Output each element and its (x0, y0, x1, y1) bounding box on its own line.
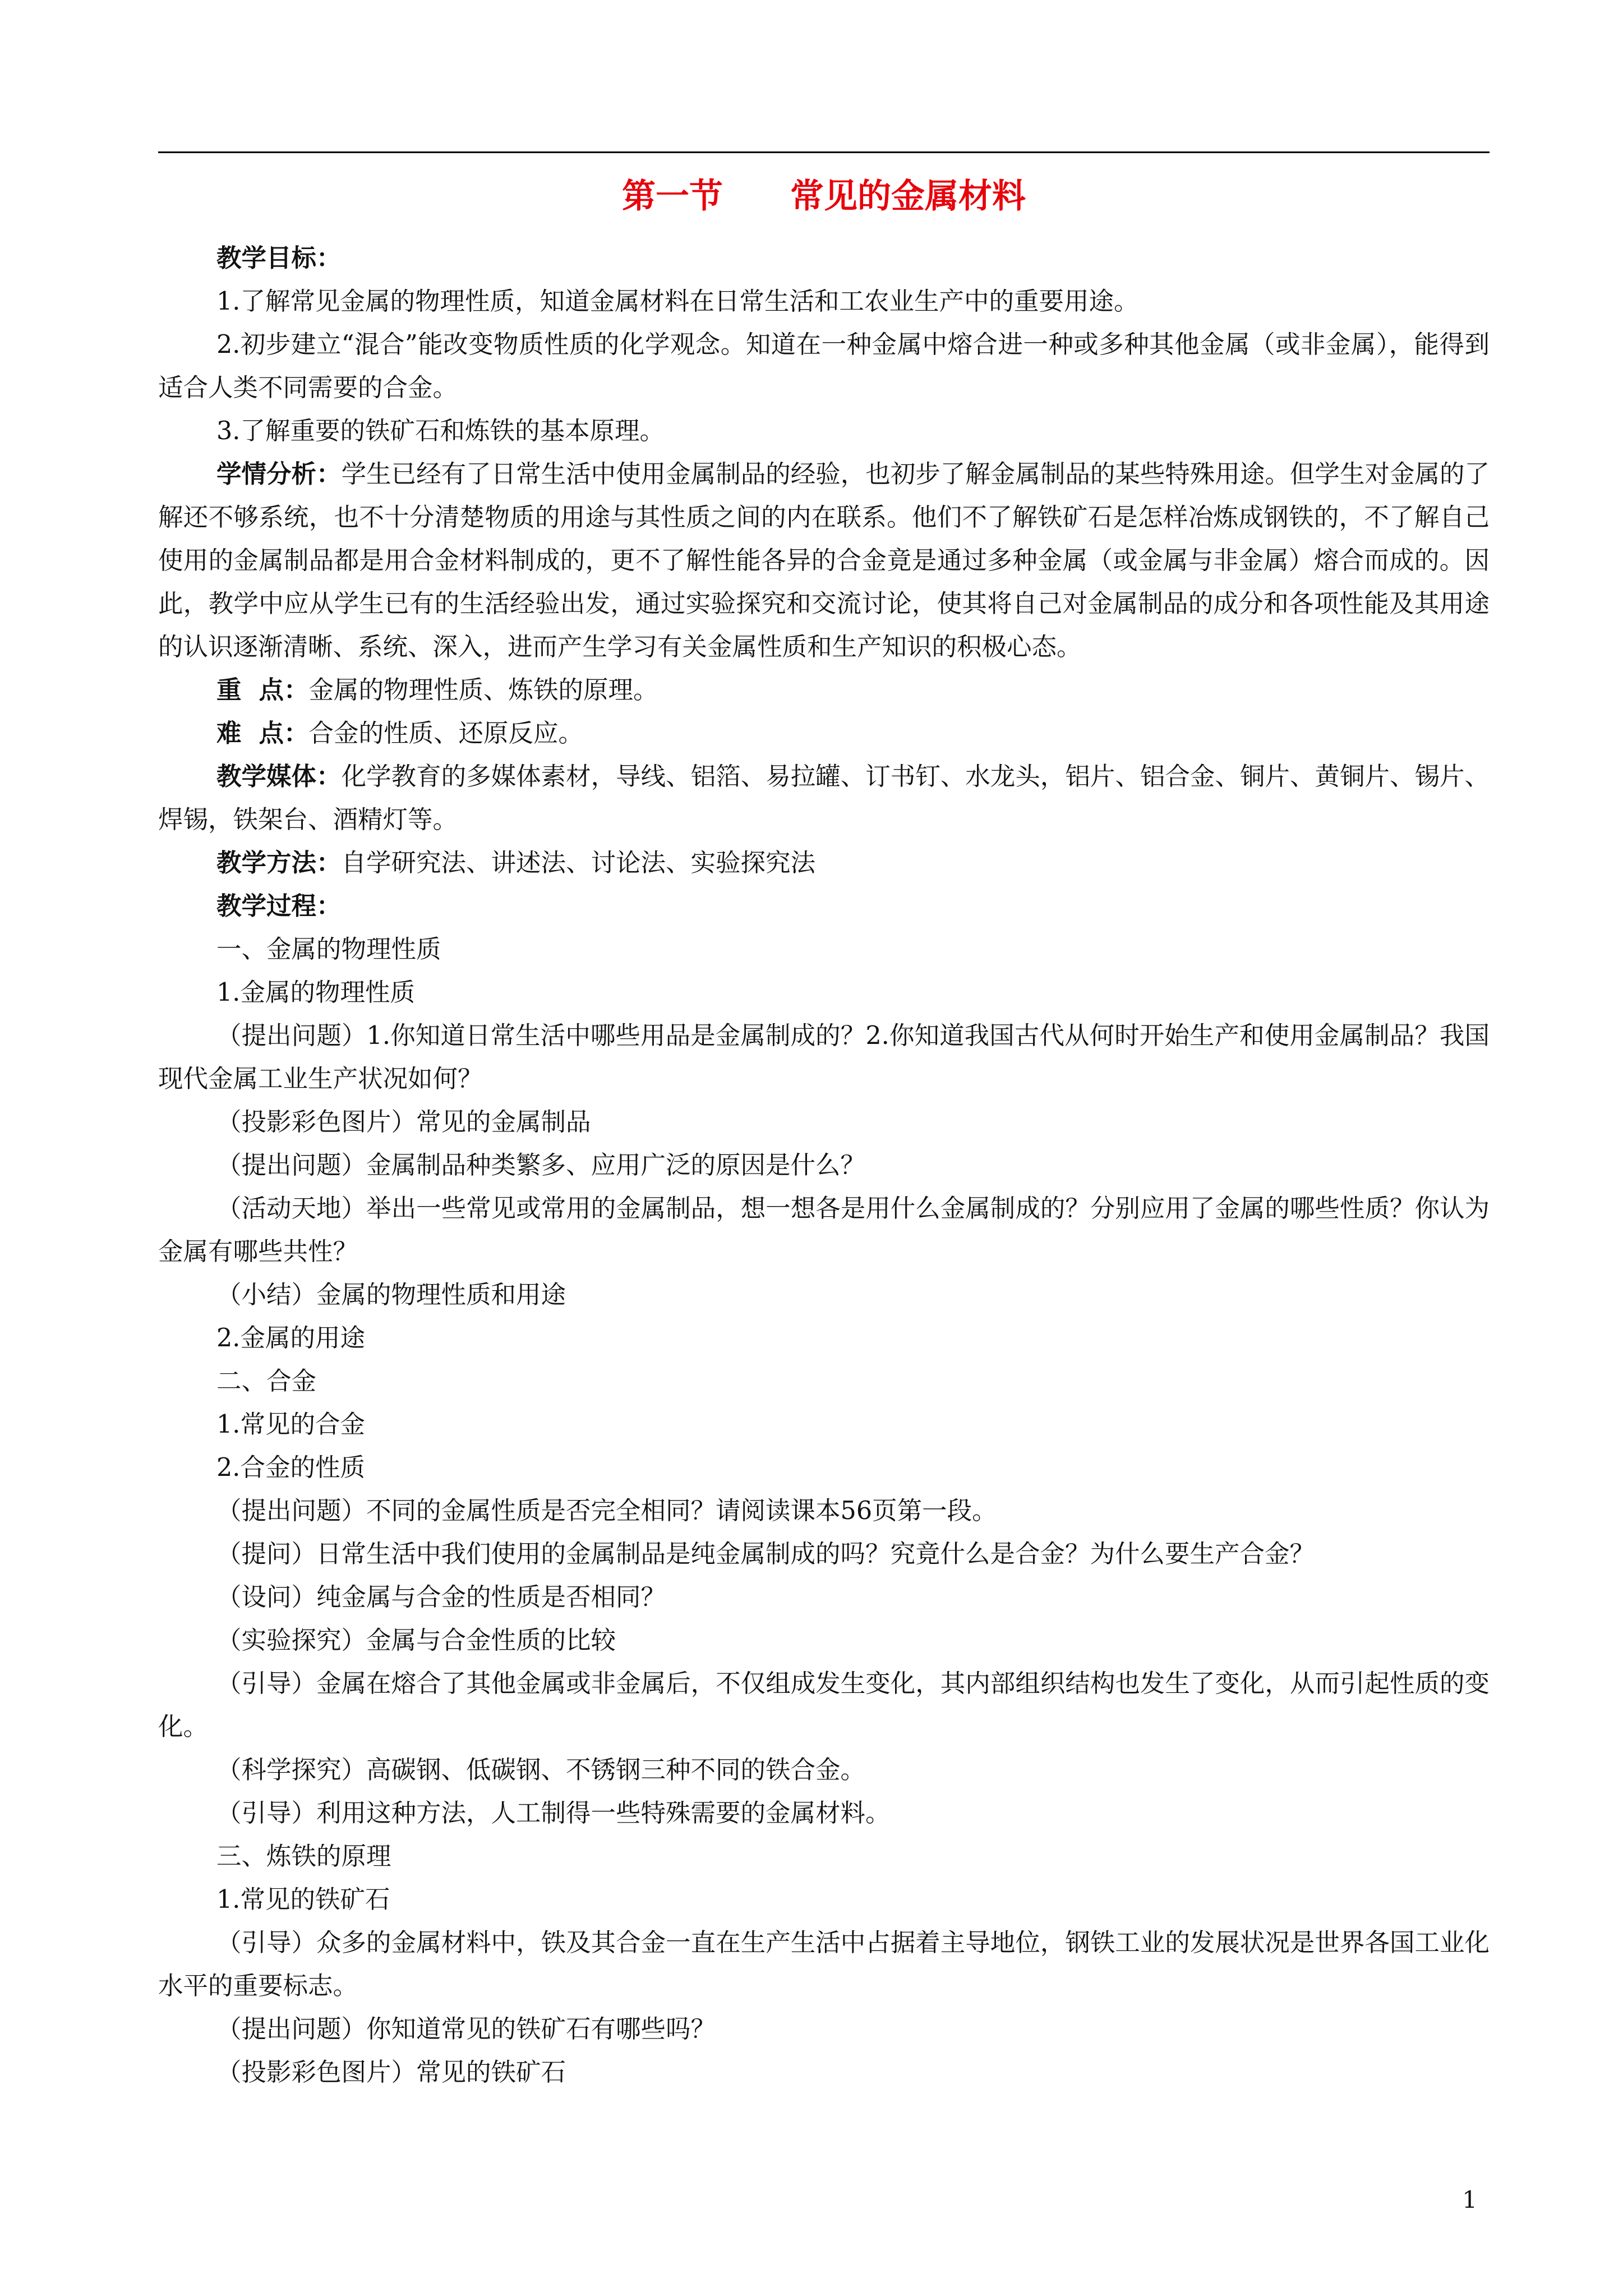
media-label: 教学媒体： (216, 762, 342, 791)
methods-text: 自学研究法、讲述法、讨论法、实验探究法 (341, 849, 816, 877)
process-line: （实验探究）金属与合金性质的比较 (216, 1626, 616, 1655)
methods-paragraph (158, 841, 1490, 885)
process-line: （引导）金属在熔合了其他金属或非金属后，不仅组成发生变化，其内部组织结构也发生了变化，从而引起性质的变化。 (158, 1669, 1490, 1741)
process-line: 1.常见的铁矿石 (216, 1885, 390, 1914)
process-line: （活动天地）举出一些常见或常用的金属制品，想一想各是用什么金属制成的？分别应用了金属的哪些性质？你认为金属有哪些共性？ (158, 1194, 1490, 1266)
objective-item: 2.初步建立“混合”能改变物质性质的化学观念。知道在一种金属中熔合进一种或多种其他金属（或非金属），能得到适合人类不同需要的合金。 (158, 330, 1490, 402)
process-line: （小结）金属的物理性质和用途 (216, 1281, 566, 1309)
process-line: （引导）众多的金属材料中，铁及其合金一直在生产生活中占据着主导地位，钢铁工业的发展状况是世界各国工业化水平的重要标志。 (158, 1929, 1490, 2000)
media-paragraph (158, 755, 1490, 841)
process-line: （投影彩色图片）常见的金属制品 (216, 1108, 591, 1137)
process-line: 二、合金 (216, 1367, 317, 1396)
key-points-paragraph (158, 669, 1490, 712)
page-title: 第一节 常见的金属材料 (622, 177, 1026, 216)
process-line: （提问）日常生活中我们使用的金属制品是纯金属制成的吗？究竟什么是合金？为什么要生产合金？ (216, 1540, 1315, 1568)
process-line: （提出问题）1.你知道日常生活中哪些用品是金属制成的？2.你知道我国古代从何时开始生产和使用金属制品？我国现代金属工业生产状况如何？ (158, 1022, 1490, 1093)
process-line: （设问）纯金属与合金的性质是否相同？ (216, 1583, 666, 1612)
process-line: 2.金属的用途 (216, 1324, 365, 1352)
process-line: 2.合金的性质 (216, 1453, 365, 1482)
analysis-label: 学情分析： (216, 459, 342, 489)
difficulties-paragraph (158, 712, 1490, 755)
process-line: 1.常见的合金 (216, 1410, 365, 1439)
process-line: （引导）利用这种方法，人工制得一些特殊需要的金属材料。 (216, 1799, 891, 1828)
media-text: 化学教育的多媒体素材，导线、铝箔、易拉罐、订书钉、水龙头，铝片、铝合金、铜片、黄铜片、锡片、焊锡，铁架台、酒精灯等。 (158, 762, 1490, 834)
process-line: （提出问题）金属制品种类繁多、应用广泛的原因是什么？ (216, 1151, 866, 1180)
analysis-text: 学生已经有了日常生活中使用金属制品的经验，也初步了解金属制品的某些特殊用途。但学生对金属的了解还不够系统，也不十分清楚物质的用途与其性质之间的内在联系。他们不了解铁矿石是怎样冶炼成钢铁的，不了解自己使用的金属制品都是用合金材料制成的，更不了解性能各异的合金竟是通过多种金属（或金属与非金属）熔合而成的。因此，教学中应从学生已有的生活经验出发，通过实验探究和交流讨论，使其将自己对金属制品的成分和各项性能及其用途的认识逐渐清晰、系统、深入，进而产生学习有关金属性质和生产知识的积极心态。 (158, 460, 1490, 661)
objectives-heading: 教学目标： (216, 243, 342, 273)
process-line: 1.金属的物理性质 (216, 978, 415, 1007)
document-body (158, 237, 1490, 2094)
difficulties-label: 难 点： (216, 719, 309, 748)
process-line: 一、金属的物理性质 (216, 935, 441, 964)
page-number: 1 (1462, 2186, 1477, 2214)
process-line: （提出问题）不同的金属性质是否完全相同？请阅读课本56页第一段。 (216, 1497, 997, 1525)
analysis-paragraph (158, 453, 1490, 669)
process-heading: 教学过程： (216, 891, 342, 921)
process-line: 三、炼铁的原理 (216, 1842, 391, 1871)
process-line: （提出问题）你知道常见的铁矿石有哪些吗？ (216, 2015, 716, 2044)
key-points-label: 重 点： (216, 675, 309, 705)
objective-item: 1.了解常见金属的物理性质，知道金属材料在日常生活和工农业生产中的重要用途。 (216, 287, 1139, 316)
objective-item: 3.了解重要的铁矿石和炼铁的基本原理。 (216, 417, 665, 445)
methods-label: 教学方法： (216, 848, 342, 877)
header-rule (158, 151, 1490, 153)
difficulties-text: 合金的性质、还原反应。 (308, 719, 584, 748)
process-line: （科学探究）高碳钢、低碳钢、不锈钢三种不同的铁合金。 (216, 1756, 866, 1784)
process-line: （投影彩色图片）常见的铁矿石 (216, 2058, 566, 2087)
key-points-text: 金属的物理性质、炼铁的原理。 (308, 676, 658, 705)
